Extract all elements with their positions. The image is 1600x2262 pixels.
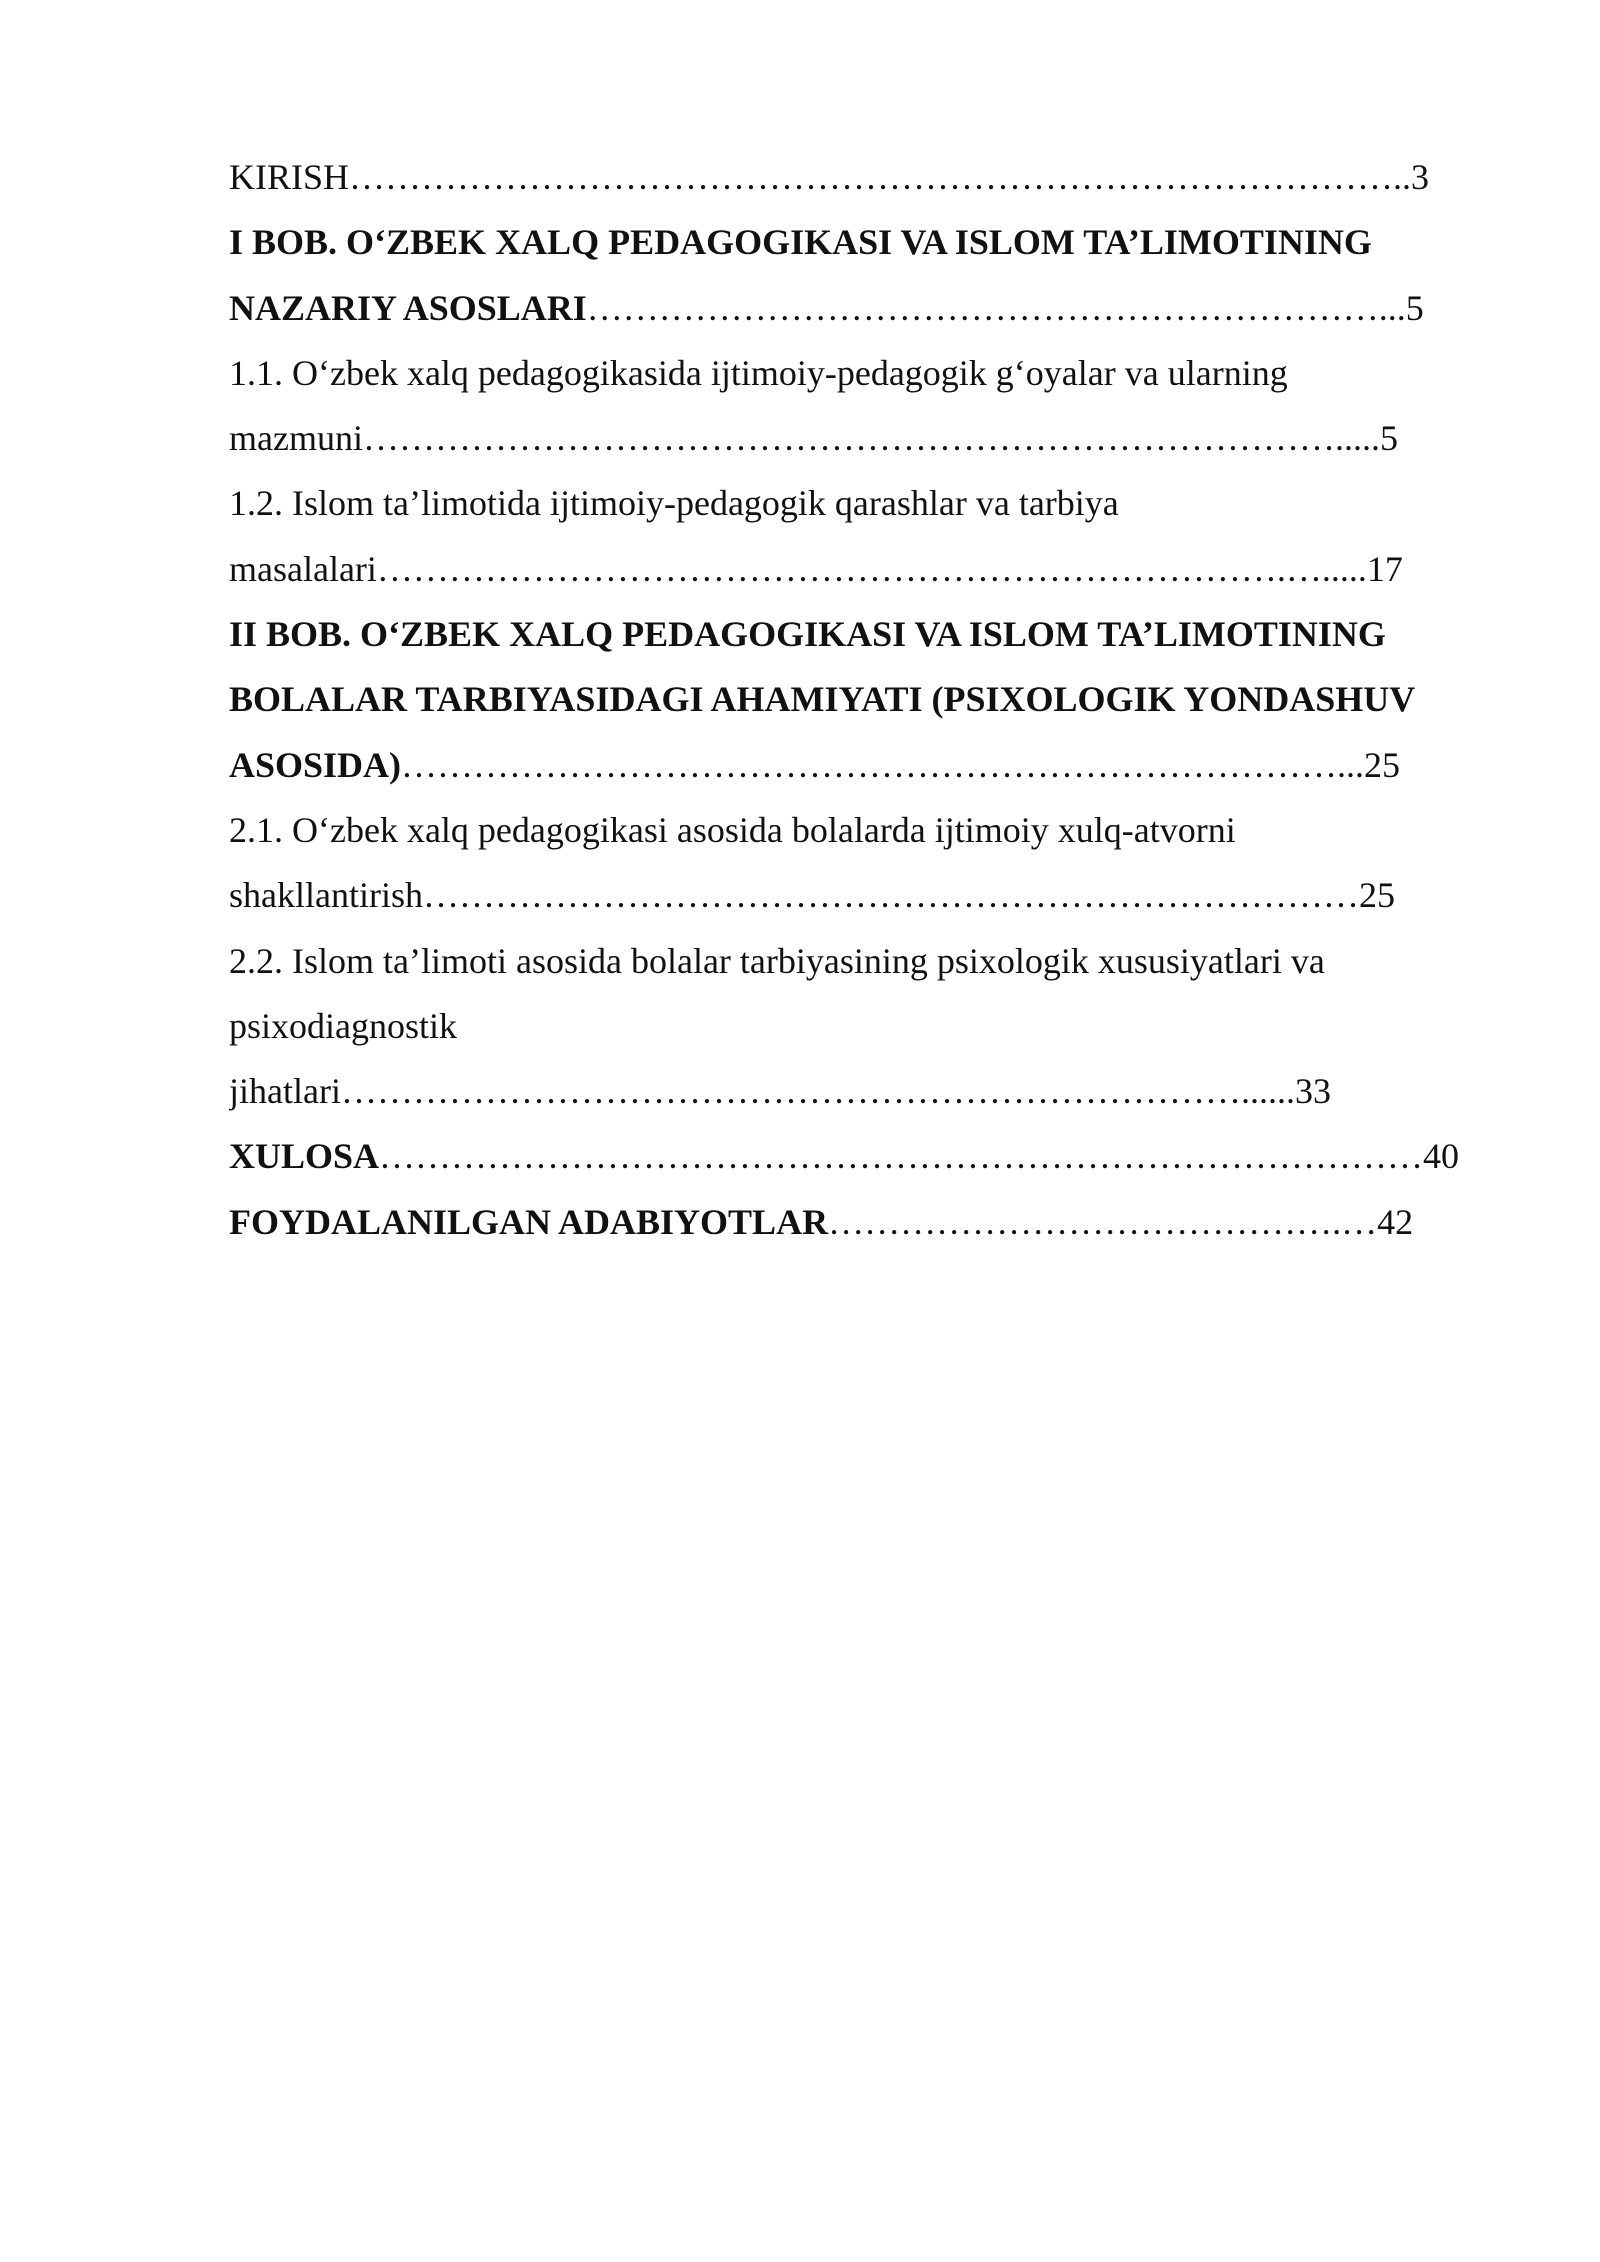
toc-entry-leader: ……………………………………………………………………………..3 [349, 157, 1430, 197]
toc-entry-title: NAZARIY ASOSLARI [229, 287, 587, 328]
toc-entry-title: BOLALAR TARBIYASIDAGI AHAMIYATI (PSIXOLOGIK YONDASHUV [229, 679, 1416, 720]
toc-entry-title: shakllantirish [229, 875, 423, 916]
toc-entry-title: XULOSA [229, 1136, 380, 1177]
toc-entry-leader: ………………………………………………………………….….....17 [376, 548, 1403, 589]
toc-chapter-2-heading[interactable] [229, 602, 1489, 667]
toc-entry-title: I BOB. O‘ZBEK XALQ PEDAGOGIKASI VA ISLOM TA’LIMOTINING [229, 222, 1372, 263]
toc-entry-title: 2.2. Islom ta’limoti asosida bolalar tarbiyasining psixologik xususiyatlari va [229, 940, 1325, 981]
toc-section-2-1-cont[interactable] [229, 863, 1489, 928]
toc-entry-leader: …………………………………………………………………......33 [340, 1071, 1331, 1112]
toc-entry-title: mazmuni [229, 418, 363, 459]
toc-entry-title: masalalari [229, 548, 377, 589]
toc-entry-title: 1.1. O‘zbek xalq pedagogikasida ijtimoiy-pedagogik g‘oyalar va ularning [229, 352, 1288, 393]
table-of-contents [229, 145, 1489, 1255]
toc-entry-leader: ……………………………………………………………………………40 [379, 1136, 1460, 1177]
toc-section-2-2-cont[interactable] [229, 994, 1489, 1059]
toc-entry-title: 1.2. Islom ta’limotida ijtimoiy-pedagogik qarashlar va tarbiya [229, 483, 1119, 524]
toc-section-2-2-end[interactable] [229, 1059, 1489, 1124]
toc-entry-title: jihatlari [229, 1071, 341, 1112]
toc-chapter-1-heading[interactable] [229, 210, 1489, 275]
toc-section-1-1[interactable] [229, 341, 1489, 406]
toc-entry-leader: …………………………………………………………...5 [586, 287, 1424, 328]
toc-entry-leader: …………………………………….…42 [828, 1201, 1414, 1242]
toc-entry-title: FOYDALANILGAN ADABIYOTLAR [229, 1201, 829, 1242]
toc-chapter-2-heading-end[interactable] [229, 733, 1489, 798]
toc-entry-title: ASOSIDA) [229, 744, 402, 785]
toc-section-1-2-cont[interactable] [229, 537, 1489, 602]
toc-chapter-2-heading-cont[interactable] [229, 667, 1489, 732]
toc-entry-title: 2.1. O‘zbek xalq pedagogikasi asosida bolalarda ijtimoiy xulq-atvorni [229, 809, 1236, 850]
toc-section-1-1-cont[interactable] [229, 406, 1489, 471]
toc-entry-leader: ……………………………………………………………………25 [422, 875, 1395, 916]
toc-entry-xulosa[interactable] [229, 1124, 1489, 1189]
toc-entry-title: psixodiagnostik [229, 1005, 458, 1046]
toc-section-1-2[interactable] [229, 471, 1489, 536]
toc-entry-title: II BOB. O‘ZBEK XALQ PEDAGOGIKASI VA ISLOM TA’LIMOTINING [229, 614, 1386, 655]
toc-entry-adabiyotlar[interactable] [229, 1190, 1489, 1255]
toc-entry-leader: ……………………………………………………………………...25 [401, 744, 1401, 785]
toc-chapter-1-heading-cont[interactable] [229, 276, 1489, 341]
toc-entry-leader: ……………………………………………………………………….....5 [362, 418, 1398, 459]
toc-section-2-1[interactable] [229, 798, 1489, 863]
toc-entry-kirish[interactable] [229, 145, 1489, 210]
toc-entry-title: KIRISH [229, 157, 350, 197]
toc-section-2-2[interactable] [229, 929, 1489, 994]
